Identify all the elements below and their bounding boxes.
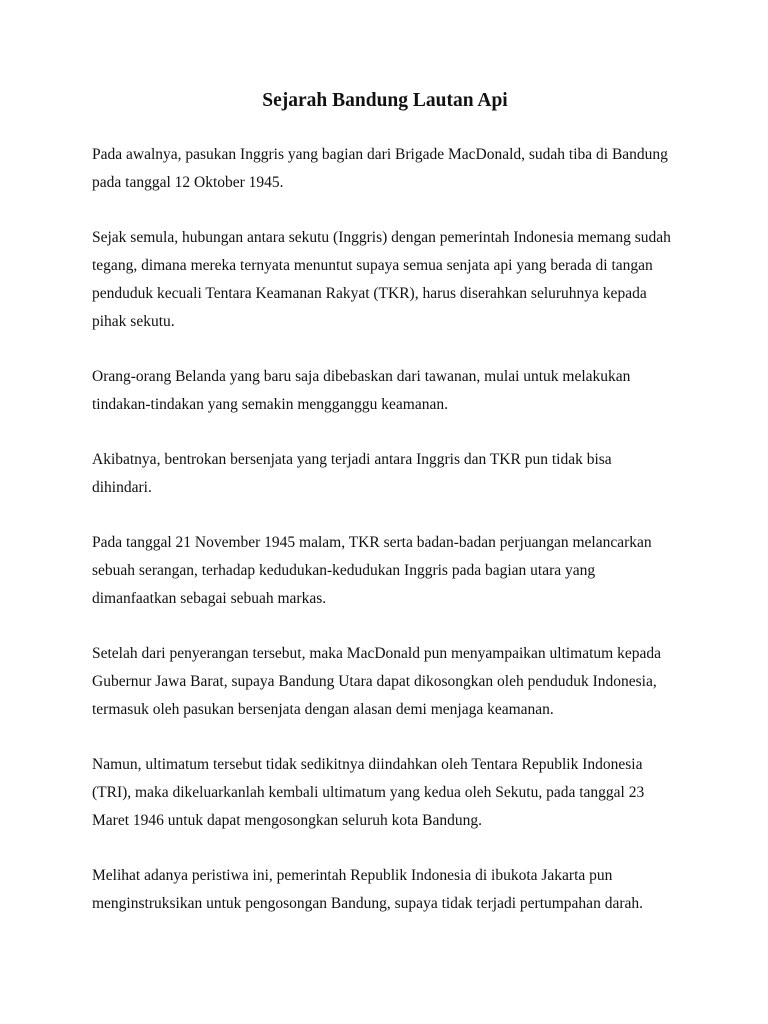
paragraph-line: tegang, dimana mereka ternyata menuntut supaya semua senjata api yang berada di tangan <box>92 257 653 274</box>
paragraph-line: (TRI), maka dikeluarkanlah kembali ultimatum yang kedua oleh Sekutu, pada tanggal 23 <box>92 784 645 801</box>
paragraph <box>92 529 678 613</box>
paragraph-line: sebuah serangan, terhadap kedudukan-kedudukan Inggris pada bagian utara yang <box>92 562 596 579</box>
document-body <box>92 141 678 918</box>
paragraph-line: Namun, ultimatum tersebut tidak sedikitnya diindahkan oleh Tentara Republik Indonesia <box>92 756 643 773</box>
paragraph <box>92 224 678 336</box>
paragraph <box>92 363 678 419</box>
paragraph-line: Gubernur Jawa Barat, supaya Bandung Utara dapat dikosongkan oleh penduduk Indonesia, <box>92 673 657 690</box>
paragraph-line: dimanfaatkan sebagai sebuah markas. <box>92 590 327 607</box>
paragraph-line: pihak sekutu. <box>92 313 175 330</box>
paragraph-line: Melihat adanya peristiwa ini, pemerintah Republik Indonesia di ibukota Jakarta pun <box>92 867 613 884</box>
paragraph-line: Pada awalnya, pasukan Inggris yang bagian dari Brigade MacDonald, sudah tiba di Bandung <box>92 146 668 163</box>
paragraph-line: tindakan-tindakan yang semakin mengganggu keamanan. <box>92 396 448 413</box>
paragraph-line: termasuk oleh pasukan bersenjata dengan alasan demi menjaga keamanan. <box>92 701 554 718</box>
paragraph-line: penduduk kecuali Tentara Keamanan Rakyat (TKR), harus diserahkan seluruhnya kepada <box>92 285 647 302</box>
paragraph <box>92 751 678 835</box>
paragraph-line: Pada tanggal 21 November 1945 malam, TKR serta badan-badan perjuangan melancarkan <box>92 534 652 551</box>
paragraph-line: Akibatnya, bentrokan bersenjata yang terjadi antara Inggris dan TKR pun tidak bisa <box>92 451 612 468</box>
paragraph-line: Sejak semula, hubungan antara sekutu (Inggris) dengan pemerintah Indonesia memang sudah <box>92 229 671 246</box>
document-title: Sejarah Bandung Lautan Api <box>262 90 508 111</box>
paragraph-line: pada tanggal 12 Oktober 1945. <box>92 174 284 191</box>
paragraph <box>92 446 678 502</box>
paragraph-line: Maret 1946 untuk dapat mengosongkan seluruh kota Bandung. <box>92 812 483 829</box>
paragraph <box>92 640 678 724</box>
paragraph-line: Orang-orang Belanda yang baru saja dibebaskan dari tawanan, mulai untuk melakukan <box>92 368 631 385</box>
paragraph-line: menginstruksikan untuk pengosongan Bandung, supaya tidak terjadi pertumpahan darah. <box>92 895 643 912</box>
paragraph <box>92 141 678 197</box>
paragraph <box>92 862 678 918</box>
paragraph-line: Setelah dari penyerangan tersebut, maka MacDonald pun menyampaikan ultimatum kepada <box>92 645 661 662</box>
paragraph-line: dihindari. <box>92 479 152 496</box>
